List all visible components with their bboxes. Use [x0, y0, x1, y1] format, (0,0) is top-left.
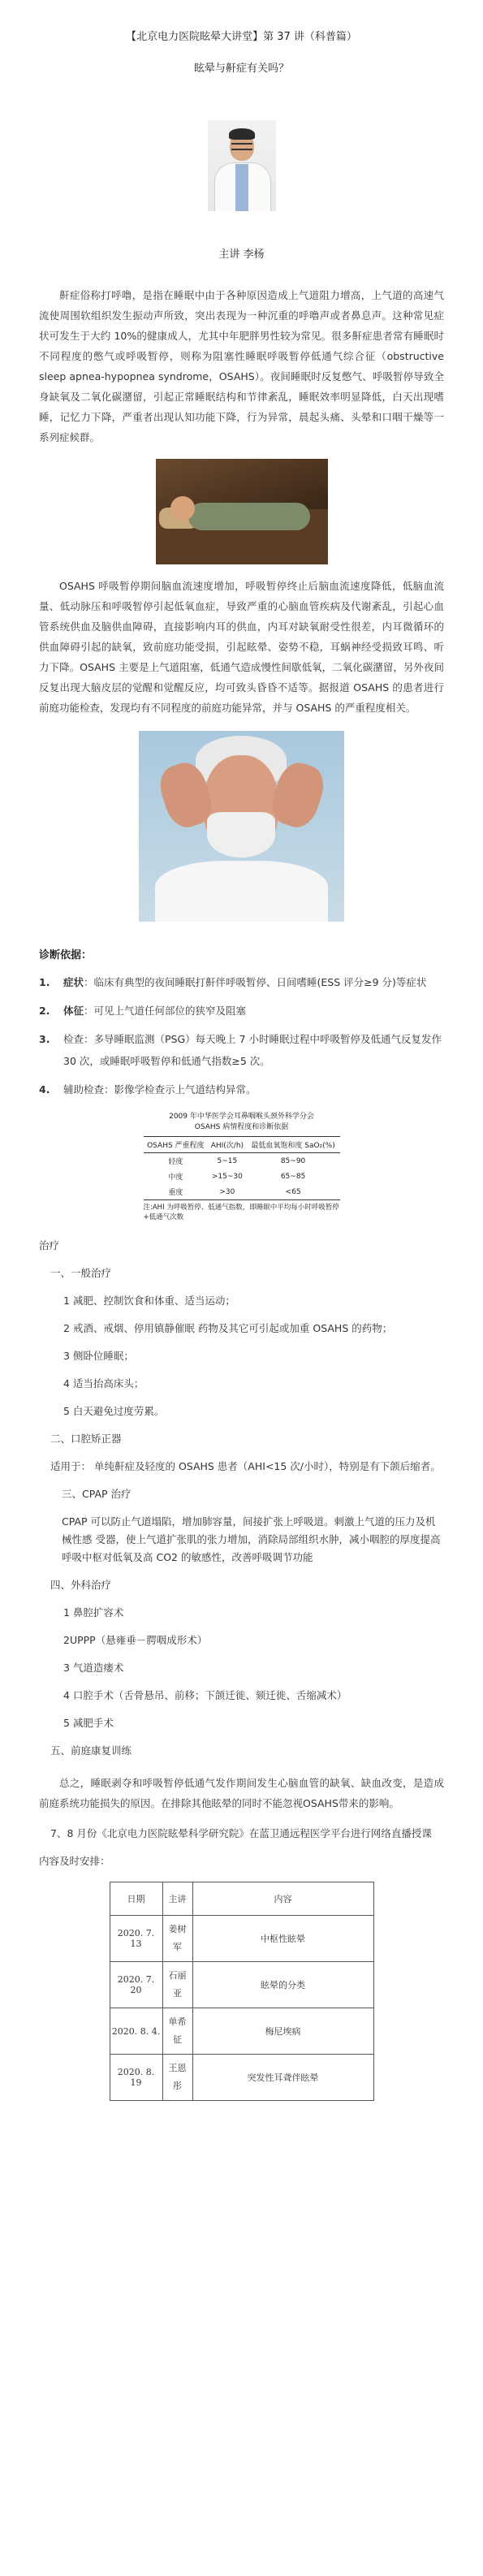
diagnosis-number: 3.: [39, 1033, 50, 1045]
treatment-item: 2 戒酒、戒烟、停用镇静催眠 药物及其它可引起或加重 OSAHS 的药物；: [63, 1322, 393, 1334]
schedule-content: 突发性耳聋伴眩晕: [192, 2055, 373, 2101]
treatment-section-title: 四、外科治疗: [50, 1579, 112, 1591]
schedule-host: 王恩彤: [162, 2055, 192, 2101]
severity-table: [144, 1136, 340, 1200]
severity-table-figure: [144, 1112, 340, 1222]
diagnosis-list: [39, 971, 444, 1100]
schedule-header: 主讲: [162, 1882, 192, 1916]
table-row: [144, 1184, 340, 1200]
severity-table-caption: OSAHS 病情程度和诊断依据: [194, 1123, 289, 1131]
severity-header: 最低血氧饱和度 SaO₂(%): [251, 1142, 335, 1150]
severity-header: OSAHS 严重程度: [147, 1142, 205, 1150]
schedule-host: 单希征: [162, 2008, 192, 2055]
diagnosis-number: 2.: [39, 1005, 50, 1017]
schedule-content: 中枢性眩晕: [192, 1916, 373, 1962]
table-row: [110, 2055, 373, 2101]
severity-cell: >15~30: [211, 1172, 243, 1181]
severity-cell: <65: [285, 1187, 301, 1196]
diagnosis-item: [39, 1078, 444, 1100]
treatment-item: 4 口腔手术（舌骨悬吊、前移；下颌迁徙、颏迁徙、舌缩减术）: [63, 1689, 347, 1701]
schedule-host: 石丽亚: [162, 1962, 192, 2008]
diagnosis-label: 体征: [63, 1005, 84, 1017]
table-row: [144, 1153, 340, 1169]
treatment-item: 5 减肥手术: [63, 1717, 114, 1729]
schedule-date: 2020. 7. 20: [110, 1962, 162, 2008]
severity-cell: >30: [219, 1187, 235, 1196]
schedule-header: 日期: [110, 1882, 162, 1916]
intro-paragraph-2: OSAHS 呼吸暂停期间脑血流速度增加，呼吸暂停终止后脑血流速度降低，低脑血流量、低动脉压和呼吸暂停引起低氧血症，导致严重的心脑血管疾病及代谢紊乱，引起心血管系统供血及脑供血障碍，直接影响内耳的供血，内耳对缺氧耐受性很差，内耳微循环的供血障碍引起的缺氧，致前庭功能受损，引起眩晕、姿势不稳，耳蜗神经受损致耳鸣、听力下降。OSAHS 主要是上气道阻塞，低通气造成慢性间歇低氧，二氧化碳潴留，另外夜间反复出现大脑皮层的觉醒和觉醒反应，均可致头昏昏不适等。据报道 OSAHS 的患者进行前庭功能检查，发现均有不同程度的前庭功能异常，并与 OSAHS 的严重程度相关。: [39, 580, 444, 714]
severity-table-note: 注:AHI 为呼吸暂停、低通气指数，即睡眠中平均每小时呼吸暂停+低通气次数: [143, 1204, 339, 1221]
broadcast-label: 内容及时安排：: [39, 1855, 110, 1867]
schedule-host: 姜树军: [162, 1916, 192, 1962]
severity-table-caption: 2009 年中华医学会耳鼻咽喉头颈外科学分会: [169, 1113, 314, 1121]
diagnosis-text: 辅助检查：影像学检查示上气道结构异常。: [63, 1083, 257, 1096]
diagnosis-item: [39, 971, 444, 993]
intro-paragraph-1: 鼾症俗称打呼噜，是指在睡眠中由于各种原因造成上气道阻力增高，上气道的高速气流使周围软组织发生振动声所致，突出表现为一种沉重的呼噜声或者鼻息声。这种常见症状可发生于大约 10%的健康成人，尤其中年肥胖男性较为常见。很多鼾症患者常有睡眠时不同程度的憋气或呼吸暂停，则称为阻塞性睡眠呼吸暂停低通气综合征（obstructive sleep apnea-hypopnea syndrome，OSAHS）。夜间睡眠时反复憋气、呼吸暂停导致全身缺氧及二氧化碳潴留，引起正常睡眠结构和节律紊乱，睡眠效率明显降低，白天出现嗜睡，记忆力下降，严重者出现认知功能下降，行为异常，晨起头痛、头晕和口咽干燥等一系列症候群。: [39, 289, 444, 443]
presenter-photo: [208, 120, 276, 211]
article-subtitle: 眩晕与鼾症有关吗？: [193, 63, 289, 75]
table-row: [110, 2008, 373, 2055]
diagnosis-text: 检查：多导睡眠监测（PSG）每天晚上 7 小时睡眠过程中呼吸暂停及低通气反复发作 30 次，或睡眠呼吸暂停和低通气指数≥5 次。: [63, 1033, 442, 1067]
broadcast-notice: 7、8 月份《北京电力医院眩晕科学研究院》在蓝卫通远程医学平台进行网络直播授课: [50, 1827, 432, 1839]
severity-cell: 重度: [168, 1189, 183, 1197]
presenter-name: 主讲 李杨: [218, 249, 265, 261]
schedule-content: 眩晕的分类: [192, 1962, 373, 2008]
treatment-section-title: 一、一般治疗: [50, 1267, 112, 1279]
diagnosis-number: 4.: [39, 1083, 50, 1096]
severity-cell: 85~90: [280, 1156, 306, 1165]
table-row: [110, 1916, 373, 1962]
severity-header: AHI(次/h): [210, 1142, 244, 1150]
diagnosis-label: 症状: [63, 976, 84, 988]
severity-cell: 轻度: [168, 1158, 183, 1166]
treatment-item: 3 侧卧位睡眠；: [63, 1350, 134, 1362]
treatment-text: CPAP 可以防止气道塌陷，增加肺容量，间接扩张上呼吸道。刺激上气道的压力及机械性感 受器，使上气道扩张肌的张力增加，消除局部组织水肿，减小咽腔的厚度提高呼吸中枢对低氧及高 CO2 的敏感性，改善呼吸调节功能: [62, 1515, 441, 1563]
treatment-section-title: 二、口腔矫正器: [50, 1433, 122, 1445]
diagnosis-text: ：临床有典型的夜间睡眠打鼾伴呼吸暂停、日间嗜睡(ESS 评分≥9 分)等症状: [84, 976, 427, 988]
diagnosis-title: 诊断依据：: [39, 949, 93, 962]
schedule-table: [110, 1882, 374, 2101]
schedule-date: 2020. 7. 13: [110, 1916, 162, 1962]
table-row: [144, 1169, 340, 1184]
severity-cell: 中度: [168, 1173, 183, 1182]
schedule-date: 2020. 8. 19: [110, 2055, 162, 2101]
diagnosis-item: [39, 1028, 444, 1072]
schedule-content: 梅尼埃病: [192, 2008, 373, 2055]
treatment-title: 治疗: [39, 1239, 60, 1251]
severity-cell: 5~15: [217, 1156, 238, 1165]
treatment-item: 1 减肥、控制饮食和体重、适当运动；: [63, 1294, 235, 1307]
diagnosis-number: 1.: [39, 976, 50, 988]
treatment-section-title: 三、CPAP 治疗: [62, 1488, 132, 1500]
treatment-item: 1 鼻腔扩容术: [63, 1606, 124, 1619]
headache-man-photo: [139, 731, 344, 922]
severity-cell: 65~85: [280, 1172, 306, 1181]
schedule-date: 2020. 8. 4.: [110, 2008, 162, 2055]
treatment-item: 3 气道造瘘术: [63, 1662, 124, 1674]
diagnosis-text: ：可见上气道任何部位的狭窄及阻塞: [84, 1005, 247, 1017]
diagnosis-item: [39, 1000, 444, 1022]
table-row: [110, 1962, 373, 2008]
treatment-item: 4 适当抬高床头；: [63, 1377, 144, 1390]
article-title: 【北京电力医院眩晕大讲堂】第 37 讲（科普篇）: [126, 31, 357, 43]
treatment-item: 2UPPP（悬雍垂－腭咽成形术）: [63, 1634, 208, 1646]
treatment-section-title: 五、前庭康复训练: [50, 1744, 132, 1757]
summary-paragraph: 总之，睡眠剥夺和呼吸暂停低通气发作期间发生心脑血管的缺氧、缺血改变，是造成前庭系统功能损失的原因。在排除其他眩晕的同时不能忽视OSAHS带来的影响。: [39, 1777, 444, 1809]
treatment-item: 5 白天避免过度劳累。: [63, 1405, 165, 1417]
schedule-header: 内容: [192, 1882, 373, 1916]
sleeping-man-photo: [156, 459, 328, 564]
treatment-text: 适用于： 单纯鼾症及轻度的 OSAHS 患者（AHI<15 次/小时），特别是有下颌后缩者。: [50, 1460, 441, 1472]
